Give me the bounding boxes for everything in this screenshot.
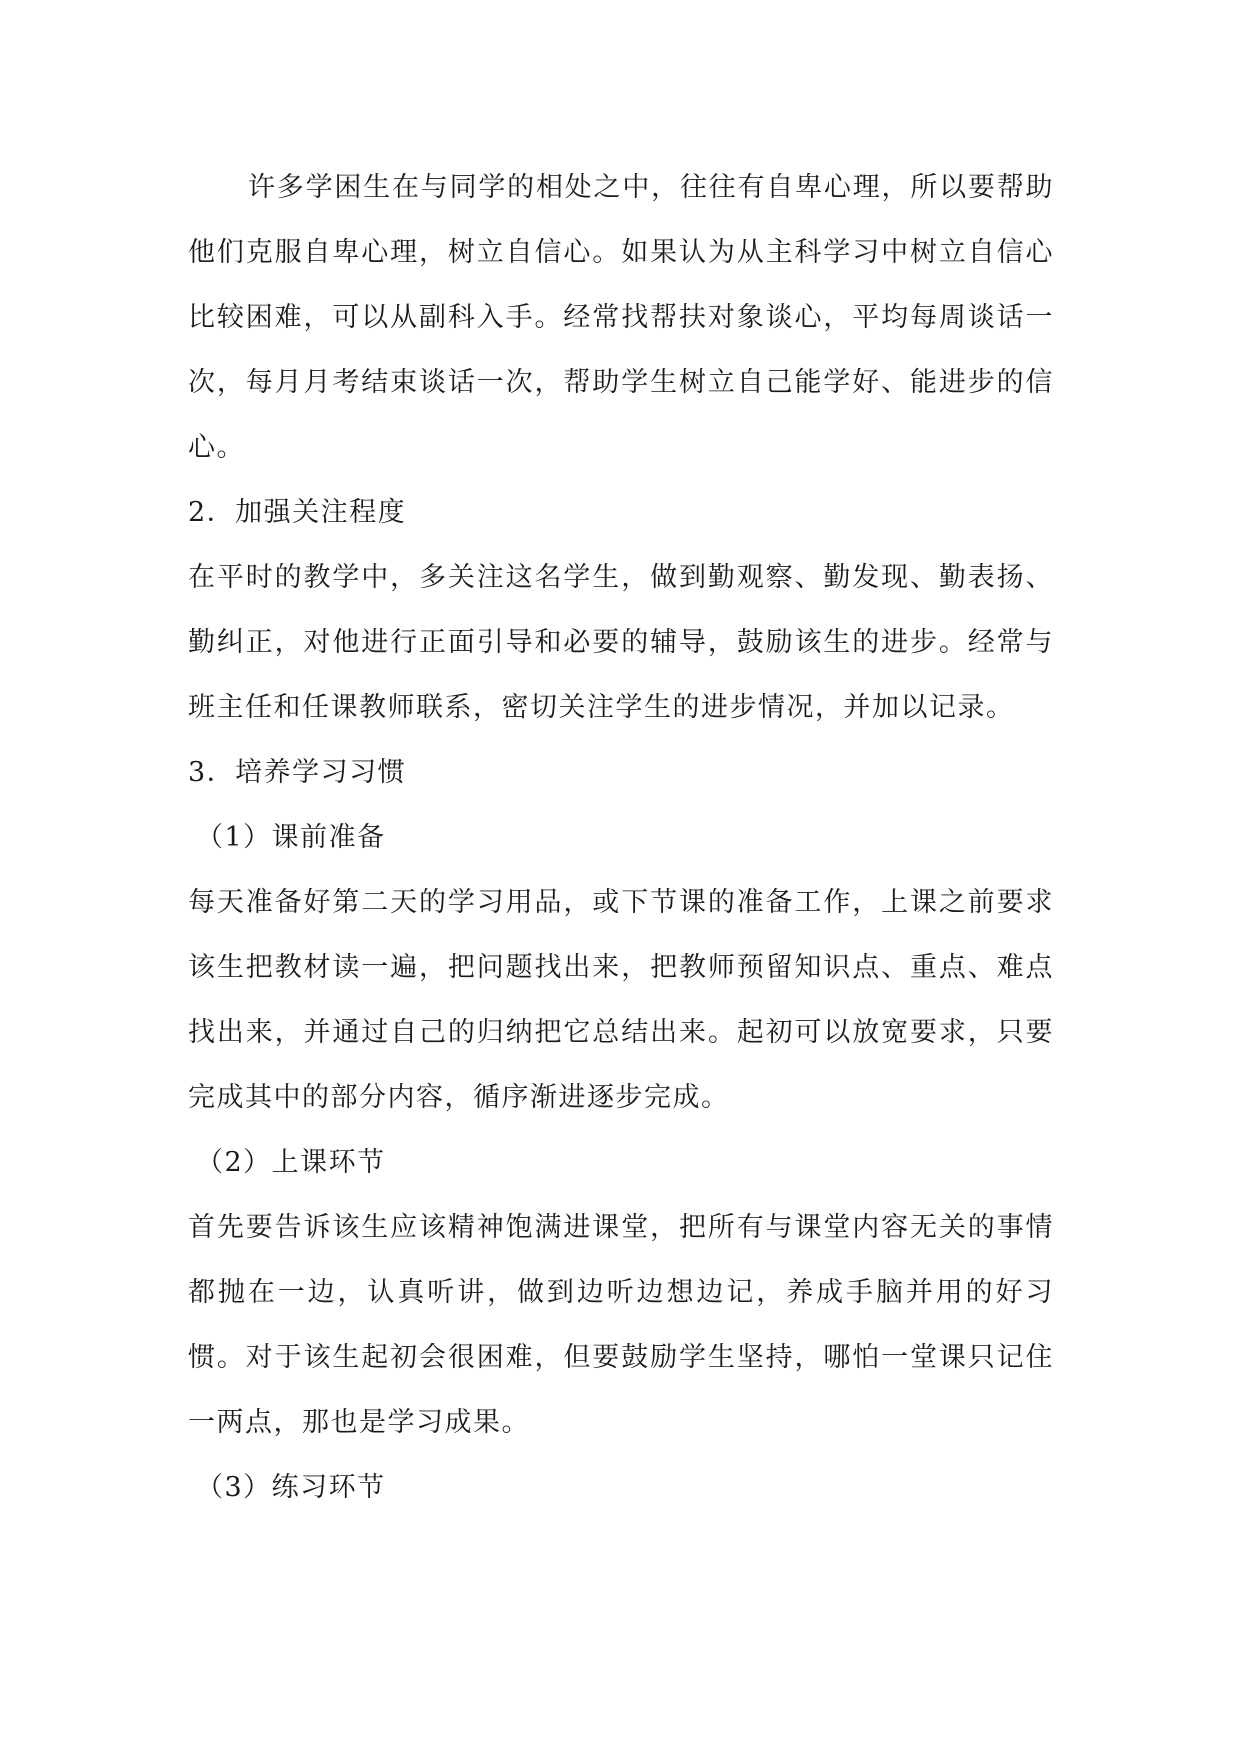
subheading-practice: （3）练习环节 — [196, 1472, 386, 1503]
paragraph-preparation: 每天准备好第二天的学习用品，或下节课的准备工作，上课之前要求该生把教材读一遍，把问题找出来，把教师预留知识点、重点、难点找出来，并通过自己的归纳把它总结出来。起初可以放宽要求，只要完成其中的部分内容，循序渐进逐步完成。 — [188, 887, 1054, 1113]
section-heading-attention: 2．加强关注程度 — [188, 497, 407, 528]
section-heading-habits: 3．培养学习习惯 — [188, 757, 407, 788]
subheading-preparation: （1）课前准备 — [196, 822, 386, 853]
paragraph-self-confidence: 许多学困生在与同学的相处之中，往往有自卑心理，所以要帮助他们克服自卑心理，树立自信心。如果认为从主科学习中树立自信心比较困难，可以从副科入手。经常找帮扶对象谈心，平均每周谈话一次，每月月考结束谈话一次，帮助学生树立自己能学好、能进步的信心。 — [188, 172, 1054, 463]
paragraph-attention: 在平时的教学中，多关注这名学生，做到勤观察、勤发现、勤表扬、勤纠正，对他进行正面引导和必要的辅导，鼓励该生的进步。经常与班主任和任课教师联系，密切关注学生的进步情况，并加以记录。 — [188, 562, 1054, 723]
document-page — [188, 155, 1054, 1520]
paragraph-class: 首先要告诉该生应该精神饱满进课堂，把所有与课堂内容无关的事情都抛在一边，认真听讲，做到边听边想边记，养成手脑并用的好习惯。对于该生起初会很困难，但要鼓励学生坚持，哪怕一堂课只记住一两点，那也是学习成果。 — [188, 1212, 1054, 1438]
subheading-class: （2）上课环节 — [196, 1147, 386, 1178]
